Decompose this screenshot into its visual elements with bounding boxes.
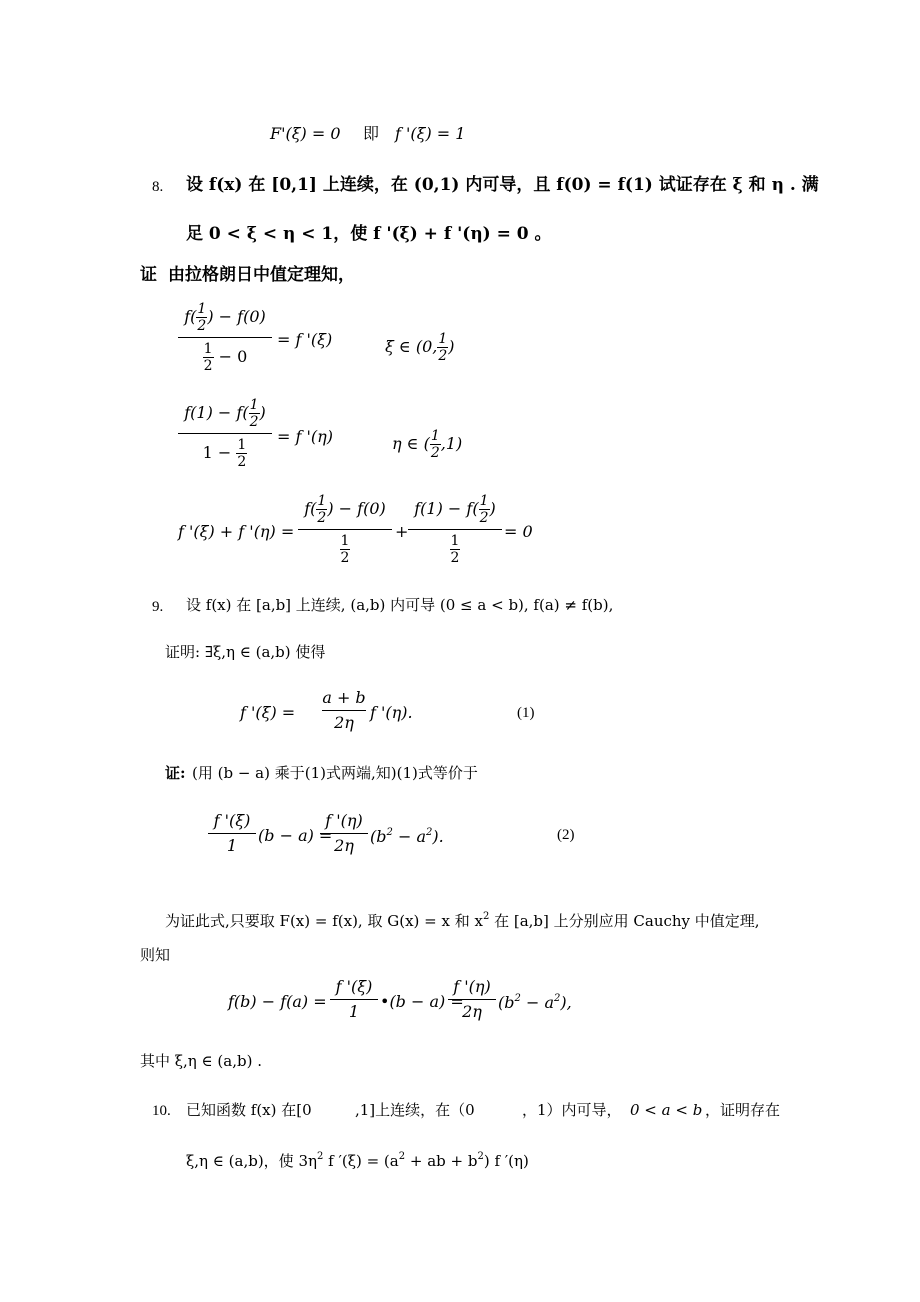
p8-eq3-fraction-1: f( $\frac{1}{2}$ ) − f(0) $\frac{1}{2}$ — [298, 494, 392, 565]
p9-eq3-mid: •(b − a) = — [380, 992, 464, 1011]
top-connector: 即 — [363, 124, 380, 143]
problem-10-line-2: ξ,η ∈ (a,b)，使 $3\eta^2$ f $'(\xi) = (a^2$ + ab + $b^2$) f ′(η) — [186, 1151, 529, 1170]
problem-8-proof-label: 证 — [140, 265, 157, 285]
p9-eq3-fraction-1: f '(ξ) 1 — [330, 979, 378, 1020]
problem-10-line-1a: 已知函数 f(x) 在[0 — [186, 1101, 312, 1119]
p9-eq1-label: (1) — [517, 705, 535, 721]
p8-eq2-fraction: f(1) − f( $\frac{1}{2}$ ) 1 − $\frac{1}{2}$ — [178, 398, 272, 469]
p9-where: 其中 ξ,η ∈ (a,b) . — [140, 1052, 262, 1070]
problem-9-statement: 设 f(x) 在 [a,b] 上连续, (a,b) 内可导 (0 ≤ a < b), f(a) ≠ f(b), — [186, 596, 614, 614]
p8-eq1-rhs: = f '(ξ) — [277, 330, 333, 349]
p8-eq3-plus: + — [395, 522, 409, 541]
p9-eq3-lhs: f(b) − f(a) = — [228, 992, 327, 1011]
problem-10-condition: 0 < a < b — [630, 1101, 703, 1119]
problem-8-number: 8. — [152, 179, 164, 195]
p9-eq1-lhs: f '(ξ) = — [240, 703, 296, 722]
problem-8-proof-intro: 由拉格朗日中值定理知， — [168, 265, 355, 285]
p8-eq3-lhs: f '(ξ) + f '(η) = — [178, 522, 295, 541]
p9-eq2-fraction-2: f '(η) 2η — [320, 813, 368, 854]
p8-eq2-condition: η ∈ ( $\frac{1}{2}$ ,1) — [392, 428, 463, 461]
p9-eq3-tail: $(b^2 - a^2)$, — [498, 993, 572, 1012]
p8-eq3-fraction-2: f(1) − f( $\frac{1}{2}$ ) $\frac{1}{2}$ — [408, 494, 502, 565]
p9-eq2-tail: $(b^2 - a^2)$. — [370, 827, 444, 846]
p9-eq2-mid: (b − a) = — [258, 826, 333, 845]
p9-eq2-fraction-1: f '(ξ) 1 — [208, 813, 256, 854]
problem-10-number: 10. — [152, 1103, 171, 1119]
problem-10-line-1c: ，1）内可导， — [522, 1101, 622, 1119]
p8-eq2-rhs: = f '(η) — [277, 427, 333, 446]
p9-paragraph-line-2: 则知 — [140, 946, 171, 964]
p9-proof-label: 证: — [165, 764, 186, 782]
top-equation-lhs: F'(ξ) = 0 — [270, 124, 341, 143]
p9-proof-text: (用 (b − a) 乘于(1)式两端,知)(1)式等价于 — [192, 764, 478, 782]
p8-eq3-rhs: = 0 — [504, 522, 533, 541]
problem-9-claim: 证明: ∃ξ,η ∈ (a,b) 使得 — [165, 643, 326, 661]
p8-eq1-fraction: f( $\frac{1}{2}$ ) − f(0) $\frac{1}{2}$ − 0 — [178, 302, 272, 373]
top-equation-rhs: f '(ξ) = 1 — [395, 124, 466, 143]
problem-10-line-1e: ，证明存在 — [705, 1101, 781, 1119]
p9-eq2-label: (2) — [557, 827, 575, 843]
p8-eq1-condition: ξ ∈ (0, $\frac{1}{2}$ ) — [385, 331, 455, 364]
problem-10-line-1b: ,1]上连续，在（0 — [355, 1101, 475, 1119]
p9-eq3-fraction-2: f '(η) 2η — [448, 979, 496, 1020]
p9-eq1-rhs: f '(η). — [370, 703, 413, 722]
p9-paragraph-line-1: 为证此式,只要取 F(x) = f(x), 取 G(x) = x 和 $x^2$ 在 [a,b] 上分别应用 Cauchy 中值定理, — [165, 911, 760, 930]
problem-9-number: 9. — [152, 599, 164, 615]
p9-eq1-fraction: a + b 2η — [322, 688, 366, 732]
problem-8-line-2: 足 0 < ξ < η < 1，使 f '(ξ) + f '(η) = 0 。 — [186, 224, 552, 244]
problem-8-line-1: 设 f(x) 在 [0,1] 上连续，在 (0,1) 内可导，且 f(0) = f(1) 试证存在 ξ 和 η . 满 — [186, 175, 819, 195]
